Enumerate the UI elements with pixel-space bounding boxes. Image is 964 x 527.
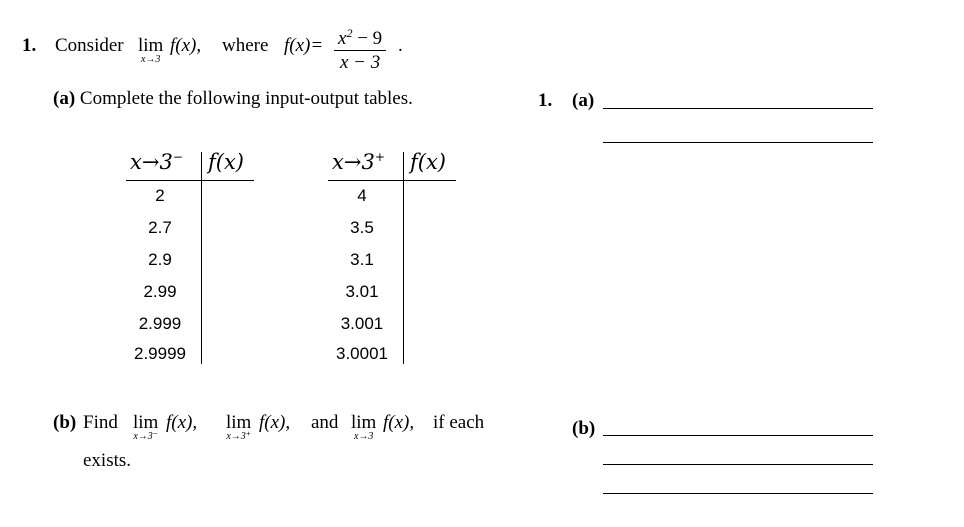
right-table-divider	[403, 152, 404, 364]
fx-definition: f(x)=	[284, 35, 324, 56]
left-limit-fx: f(x),	[166, 412, 198, 433]
answer-number: 1.	[538, 90, 553, 111]
left-table-header-x: x→3−	[130, 150, 183, 174]
and-word: and	[311, 412, 339, 433]
left-table-row-2: 2.7	[148, 218, 172, 237]
two-sided-limit-fx: f(x),	[383, 412, 415, 433]
left-limit-subscript: x→3⁻	[133, 431, 159, 442]
if-each-words: if each	[433, 412, 485, 433]
right-table-row-4: 3.01	[345, 282, 379, 301]
left-limit: lim x→3⁻	[133, 412, 159, 442]
right-table-row-5: 3.001	[340, 314, 384, 333]
lim-subscript: x→3	[140, 54, 161, 65]
fraction-denominator: x − 3	[334, 50, 386, 75]
problem-number: 1.	[22, 35, 37, 56]
fraction-numerator: $x^2 - 9$	[338, 26, 383, 49]
answer-a-label: (a)	[572, 90, 595, 111]
find-word: Find	[83, 412, 118, 433]
exists-word: exists.	[83, 450, 132, 471]
part-b-prompt	[53, 412, 513, 482]
two-sided-limit-subscript: x→3	[353, 431, 374, 442]
right-table-row-6: 3.0001	[336, 344, 388, 363]
answer-b-line-3[interactable]	[603, 493, 873, 494]
right-table-header-f: f(x)	[410, 150, 447, 174]
part-b-label: (b)	[53, 412, 77, 433]
left-table-row-6: 2.9999	[134, 344, 186, 363]
lim-word: lim	[138, 35, 164, 56]
left-table-row-4: 2.99	[143, 282, 177, 301]
right-table-row-2: 3.5	[350, 218, 374, 237]
part-a-label: (a)	[53, 88, 76, 109]
left-table-header-rule	[126, 180, 254, 181]
left-table	[120, 150, 260, 370]
two-sided-limit: lim x→3	[351, 412, 377, 442]
limit-expression	[138, 35, 164, 65]
period: .	[398, 35, 403, 56]
answer-b-line-2[interactable]	[603, 464, 873, 465]
left-table-row-5: 2.999	[138, 314, 182, 333]
left-table-row-3: 2.9	[148, 250, 172, 269]
where-word: where	[222, 35, 269, 56]
answer-a-line-2[interactable]	[603, 142, 873, 143]
part-a-prompt	[53, 88, 413, 110]
right-table	[322, 150, 462, 370]
answer-b-label: (b)	[572, 418, 596, 439]
right-table-header-rule	[328, 180, 456, 181]
answer-a-line-1[interactable]	[603, 108, 873, 109]
right-table-row-3: 3.1	[350, 250, 374, 269]
fx-term: f(x),	[170, 35, 202, 56]
fraction	[334, 22, 386, 75]
answer-b-line-1[interactable]	[603, 435, 873, 436]
right-table-header-x: x→3+	[332, 150, 385, 174]
left-table-divider	[201, 152, 202, 364]
part-a-text: Complete the following input-output tables.	[79, 88, 413, 109]
left-table-header-f: f(x)	[208, 150, 245, 174]
right-limit-subscript: x→3⁺	[226, 431, 252, 442]
right-table-row-1: 4	[357, 186, 367, 205]
right-limit: lim x→3⁺	[226, 412, 252, 442]
left-table-row-1: 2	[155, 186, 165, 205]
consider-word: Consider	[55, 35, 124, 56]
right-limit-fx: f(x),	[259, 412, 291, 433]
